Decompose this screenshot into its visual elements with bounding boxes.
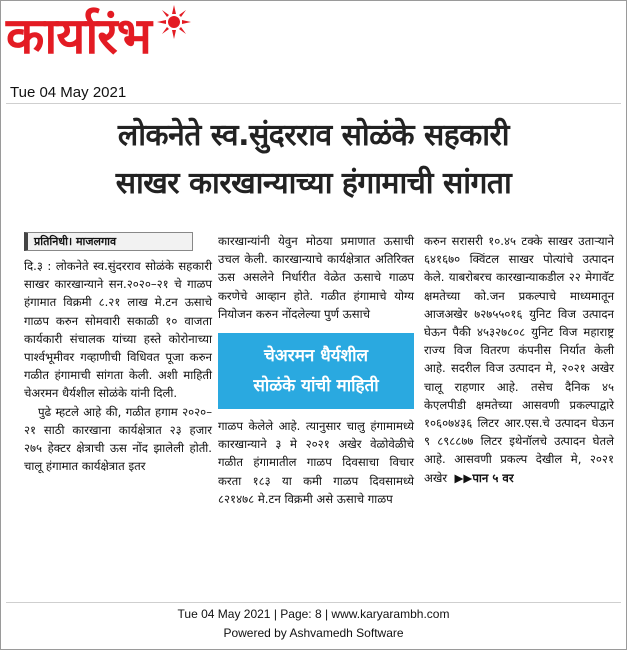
article-column-1 [24, 232, 212, 475]
header-divider [6, 103, 621, 104]
footer-line-1: Tue 04 May 2021 | Page: 8 | www.karyarambh.com [177, 607, 450, 621]
highlight-line-1: चेअरमन धैर्यशील [263, 346, 369, 367]
headline-line-1: लोकनेते स्व.सुंदरराव सोळंके सहकारी [117, 118, 510, 153]
paragraph-1: दि.३ : लोकनेते स्व.सुंदरराव सोळंके सहकारी साखर कारखान्याने सन.२०२०–२१ चे गाळप हंगामात विक्रमी ८.२१ लाख मे.टन ऊसाचे गाळप करुन सोमवारी सकाळी १० वाजता कार्यकारी संचालक यांच्या हस्ते कोरोनाच्या पार्श्वभूमीवर गव्हाणीची विधिवत पूजा करुन गळीत हंगामाची सांगता केली. अशी माहिती चेअरमन धैर्यशील सोळंके यांनी दिली. [24, 259, 212, 401]
highlight-line-2: सोळंके यांची माहिती [253, 376, 379, 397]
byline: प्रतिनिधी। माजलगाव [24, 232, 193, 251]
logo-text: कार्यारंभ [6, 7, 151, 65]
continued-link[interactable] [454, 471, 513, 485]
paragraph-2: पुढे म्हटले आहे की, गळीत हगाम २०२०–२१ साठी कारखाना कार्यक्षेत्रात २३ हजार २७५ हेक्टर क्षेत्राची ऊस नोंद झालेली होती. चालू हंगामात कार्यक्षेत्रात इतर [24, 404, 212, 474]
paragraph-4: गाळप केलेले आहे. त्यानुसार चालु हंगामामध्ये कारखान्याने ३ मे २०२१ अखेर वेळोवेळीचे गळीत हंगामातील गाळप दिवसाचा विचार करता १८३ या कमी गाळप दिवसामध्ये ८२१४७८ मे.टन विक्रमी असे ऊसाचे गाळप [218, 419, 414, 506]
sun-icon [156, 4, 192, 40]
masthead-logo [6, 4, 246, 74]
article-column-2 [218, 232, 414, 508]
highlight-box [218, 333, 414, 409]
paragraph-5-text: करुन सरासरी १०.४५ टक्के साखर उताऱ्याने ६४१६७० क्विंटल साखर पोत्यांचे उत्पादन केले. याबरोबरच कारखान्याकडील २२ मेगावॅट क्षमतेच्या को.जन प्रकल्पाचे माध्यमातून आजअखेर ७२७५५०१६ युनिट विज उत्पादन घेऊन पैकी ४५३२७८०८ युनिट विज महाराष्ट्र राज्य विज वितरण कंपनीस निर्यात केली आहे. सदरील विज उत्पादन मे, २०२१ अखेर चालू राहणार आहे. तसेच दैनिक ४५ केएलपीडी क्षमतेच्या आसवणी प्रकल्पाद्वारे १०६०७४३६ लिटर आर.एस.चे उत्पादन घेऊन ९ ८९८८७७ लिटर इथेनॉलचे उत्पादन घेतले आहे. आसवणी प्रकल्प देखील मे, २०२१ अखेर [424, 234, 614, 485]
continued-label: पान ५ वर [472, 470, 514, 485]
article-column-3 [424, 232, 614, 487]
footer-divider [6, 602, 621, 603]
paragraph-5 [424, 232, 614, 487]
continue-arrow-icon: ▶▶ [454, 470, 473, 485]
article-headline [16, 112, 611, 208]
headline-line-2: साखर कारखान्याच्या हंगामाची सांगता [115, 166, 512, 201]
paragraph-3: कारखान्यांनी येवुन मोठया प्रमाणात ऊसाची उचल केली. कारखान्याचे कार्यक्षेत्रात अतिरिक्त ऊस असलेने निर्धारीत वेळेत ऊसाचे गाळप करणेचे आव्हान होते. गळीत हंगामाचे योग्य नियोजन करुन नोंदलेल्या पुर्ण ऊसाचे [218, 234, 414, 321]
masthead-date: Tue 04 May 2021 [10, 84, 127, 101]
footer-line-2: Powered by Ashvamedh Software [223, 626, 404, 640]
